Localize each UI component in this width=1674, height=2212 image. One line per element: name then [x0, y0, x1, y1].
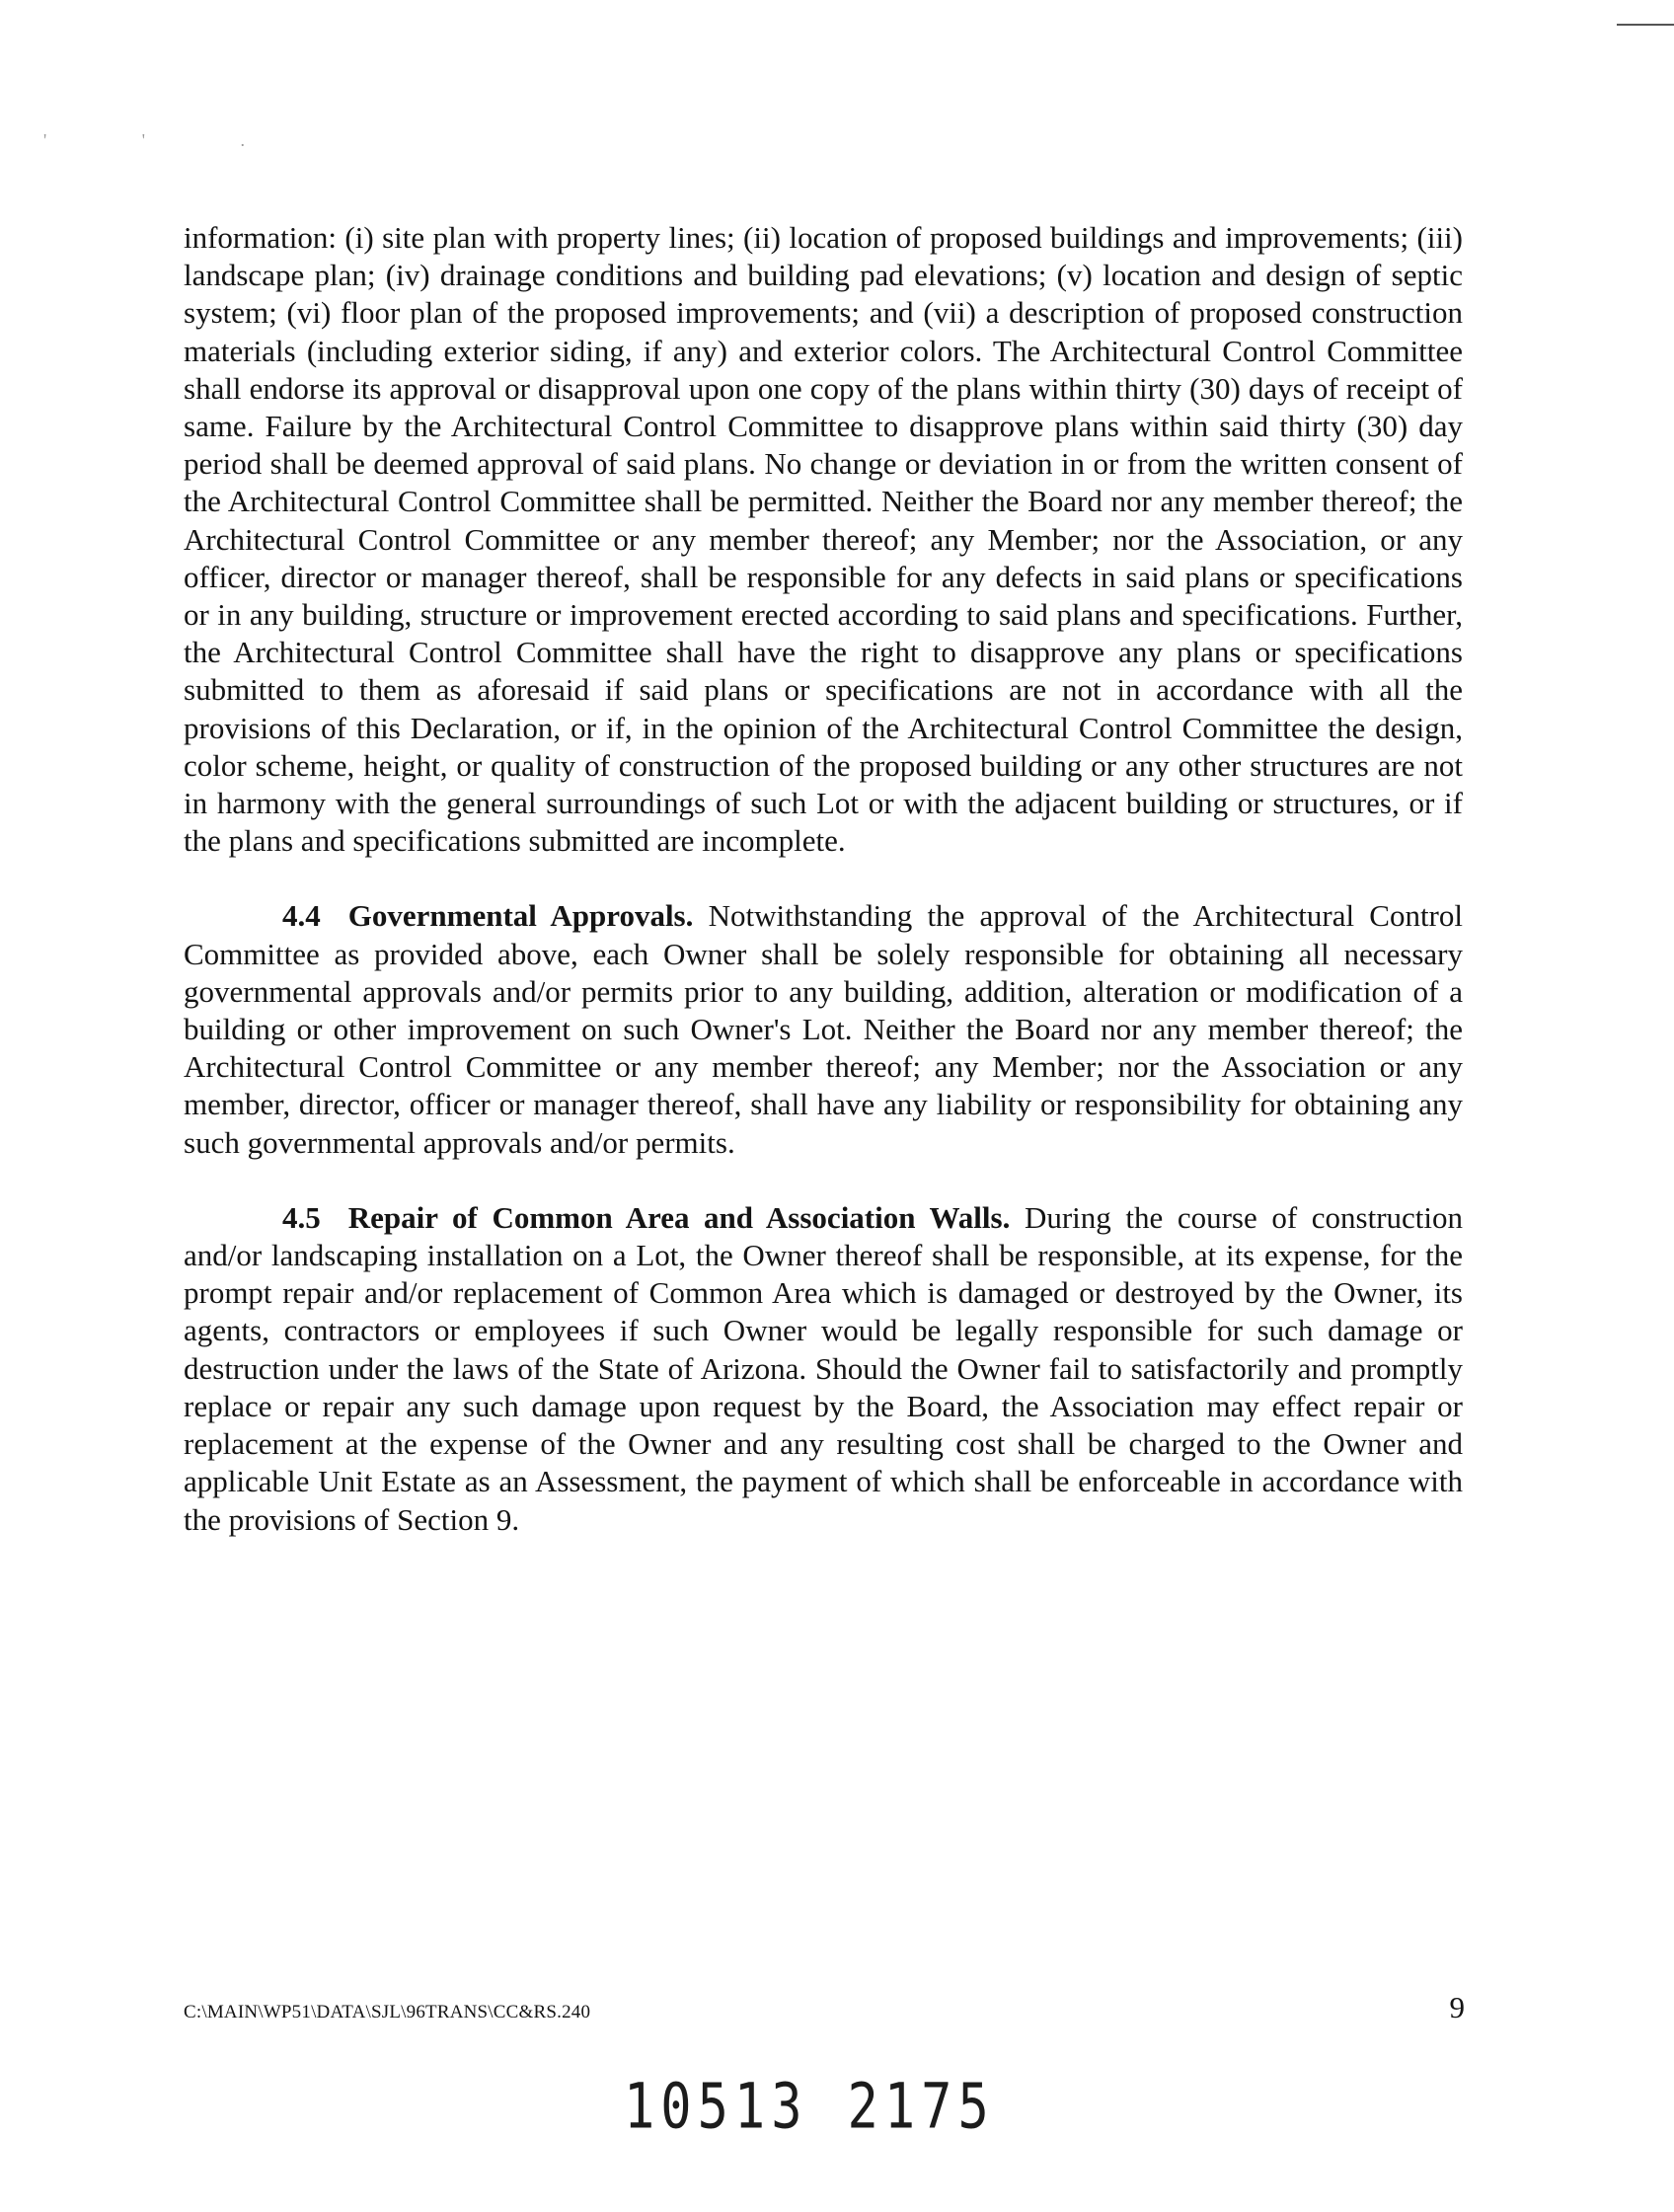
stamp-book-number: 10513: [624, 2071, 808, 2144]
section-4-5: [184, 1199, 1463, 1539]
scan-edge-mark: [1617, 24, 1674, 26]
section-number: 4.4: [282, 898, 321, 934]
recording-stamp: [624, 2071, 995, 2143]
section-title: Governmental Approvals.: [347, 898, 694, 934]
footer-file-path: C:\MAIN\WP51\DATA\SJL\96TRANS\CC&RS.240: [184, 2002, 591, 2022]
page-number: 9: [1449, 1990, 1465, 2024]
section-4-4: [184, 897, 1463, 1161]
continuation-paragraph: information: (i) site plan with property lines; (ii) location of proposed buildings and improvements; (iii) landscape plan; (iv) drainage conditions and building pad elevations; (v) location and design of septic system; (vi) floor plan of the proposed improvements; and (vii) a description of proposed construction materials (including exterior siding, if any) and exterior colors. The Architectural Control Committee shall endorse its approval or disapproval upon one copy of the plans within thirty (30) days of receipt of same. Failure by the Architectural Control Committee to disapprove plans within said thirty (30) day period shall be deemed approval of said plans. No change or deviation in or from the written consent of the Architectural Control Committee shall be permitted. Neither the Board nor any member thereof; the Architectural Control Committee or any member thereof; any Member; nor the Association, or any officer, director or manager thereof, shall be responsible for any defects in said plans or specifications or in any building, structure or improvement erected according to said plans and specifications. Further, the Architectural Control Committee shall have the right to disapprove any plans or specifications submitted to them as aforesaid if said plans or specifications are not in accordance with all the provisions of this Declaration, or if, in the opinion of the Architectural Control Committee the design, color scheme, height, or quality of construction of the proposed building or any other structures are not in harmony with the general surroundings of such Lot or with the adjacent building or structures, or if the plans and specifications submitted are incomplete.: [184, 220, 1463, 859]
section-text: During the course of construction and/or landscaping installation on a Lot, the Owner thereof shall be responsible, at its expense, for the prompt repair and/or replacement of Common Area which is damaged or destroyed by the Owner, its agents, contractors or employees if such Owner would be legally responsible for such damage or destruction under the laws of the State of Arizona. Should the Owner fail to satisfactorily and promptly replace or repair any such damage upon request by the Board, the Association may effect repair or replacement at the expense of the Owner and any resulting cost shall be charged to the Owner and applicable Unit Estate as an Assessment, the payment of which shall be enforceable in accordance with the provisions of Section 9.: [184, 1199, 1463, 1537]
section-text: Notwithstanding the approval of the Architectural Control Committee as provided above, each Owner shall be solely responsible for obtaining all necessary governmental approvals and/or permits prior to any building, addition, alteration or modification of a building or other improvement on such Owner's Lot. Neither the Board nor any member thereof; the Architectural Control Committee or any member thereof; any Member; nor the Association or any member, director, officer or manager thereof, shall have any liability or responsibility for obtaining any such governmental approvals and/or permits.: [184, 898, 1463, 1160]
scan-dots: ' ' .: [43, 130, 290, 150]
section-title: Repair of Common Area and Association Walls.: [347, 1199, 1011, 1235]
document-body: [184, 219, 1463, 1539]
section-number: 4.5: [282, 1199, 321, 1235]
stamp-page-number: 2175: [847, 2071, 995, 2144]
